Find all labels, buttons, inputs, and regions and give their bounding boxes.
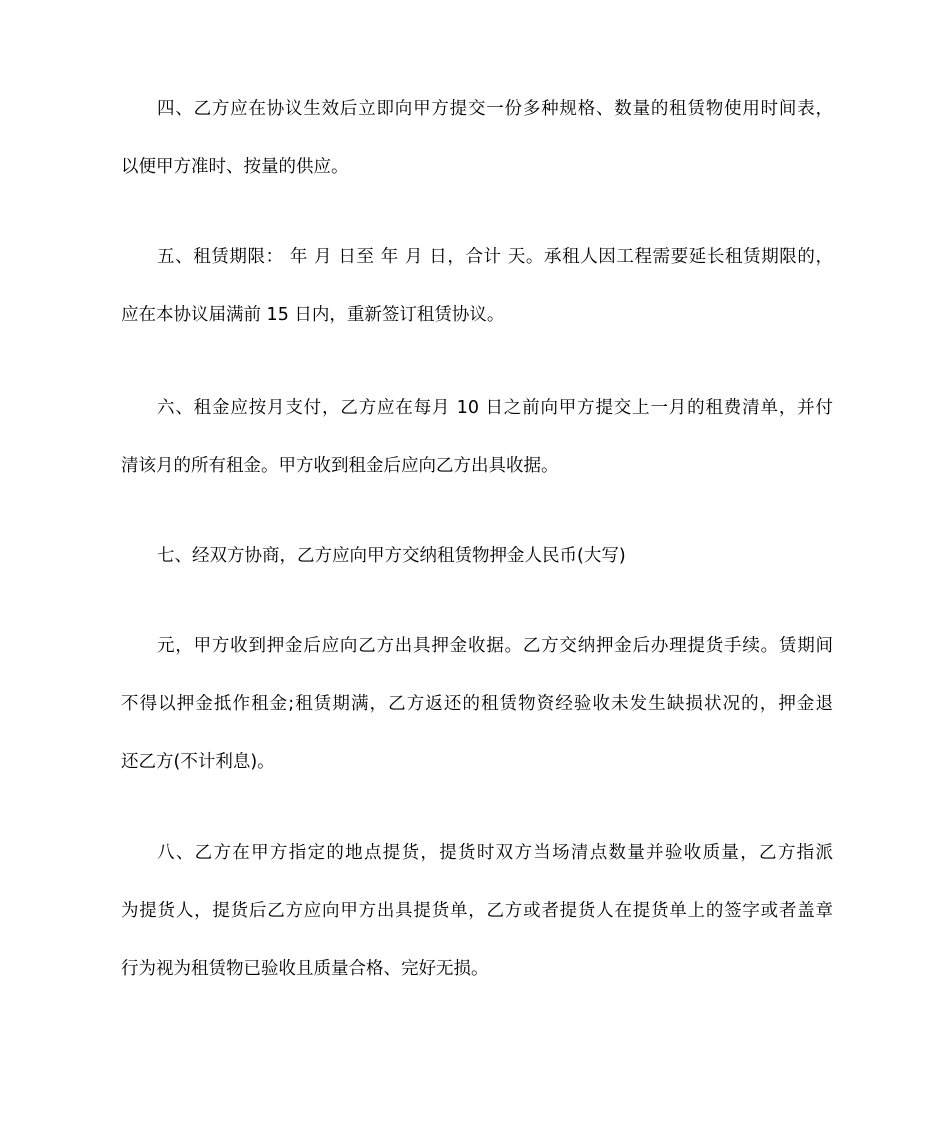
- clause-7-line-1: 七、经双方协商，乙方应向甲方交纳租赁物押金人民币(大写): [157, 546, 626, 566]
- clause-4-line-2: 以便甲方准时、按量的供应。: [121, 157, 349, 177]
- clause-6-line-1: 六、租金应按月支付，乙方应在每月 10 日之前向甲方提交上一月的租费清单，并付: [157, 398, 833, 418]
- clause-6-line-2: 清该月的所有租金。甲方收到租金后应向乙方出具收据。: [121, 456, 559, 476]
- clause-8-line-3: 行为视为租赁物已验收且质量合格、完好无损。: [121, 959, 489, 979]
- clause-7-line-2: 元，甲方收到押金后应向乙方出具押金收据。乙方交纳押金后办理提货手续。赁期间: [157, 636, 833, 656]
- clause-7-line-4: 还乙方(不计利息)。: [121, 752, 275, 772]
- clause-8-line-1: 八、乙方在甲方指定的地点提货，提货时双方当场清点数量并验收质量，乙方指派: [157, 843, 833, 863]
- clause-7-line-3: 不得以押金抵作租金;租赁期满，乙方返还的租赁物资经验收未发生缺损状况的，押金退: [121, 694, 833, 714]
- clause-8-line-2: 为提货人，提货后乙方应向甲方出具提货单，乙方或者提货人在提货单上的签字或者盖章: [121, 901, 833, 921]
- clause-5-line-1: 五、租赁期限： 年 月 日至 年 月 日，合计 天。承租人因工程需要延长租赁期限的，: [157, 247, 833, 267]
- clause-4-line-1: 四、乙方应在协议生效后立即向甲方提交一份多种规格、数量的租赁物使用时间表，: [157, 99, 833, 119]
- clause-5-line-2: 应在本协议届满前 15 日内，重新签订租赁协议。: [121, 305, 505, 325]
